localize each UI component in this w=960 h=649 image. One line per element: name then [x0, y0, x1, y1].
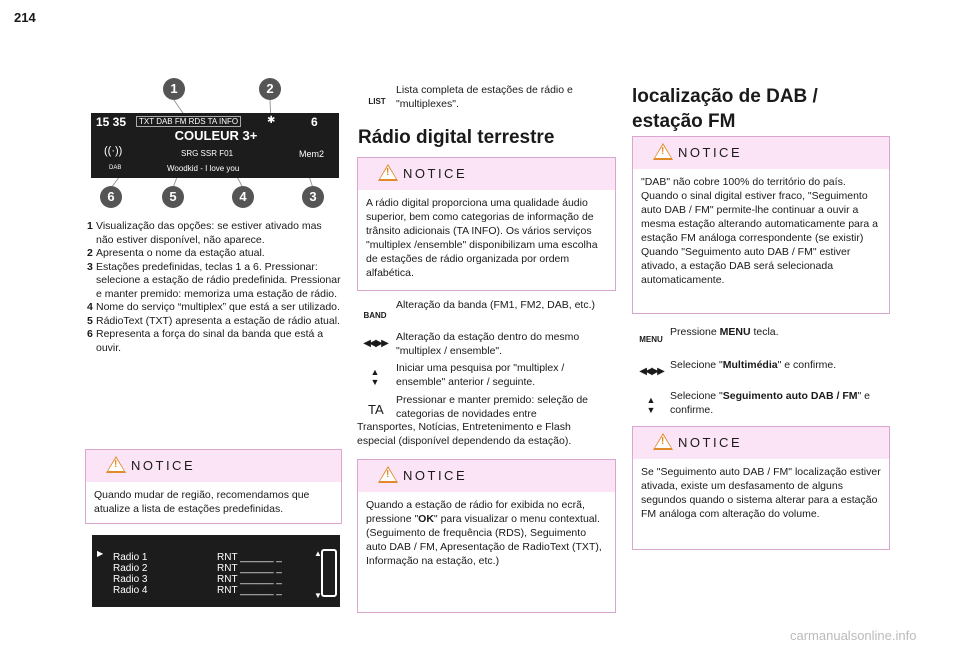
play-icon: ▶	[97, 549, 104, 558]
notice-text: Se "Seguimento auto DAB / FM" localização estiver ativada, existe um desfasamento de alguns segundos quando o sistema alterar para a estação FM análoga com alteração do volume.	[641, 466, 881, 520]
ta-icon: TA	[368, 402, 384, 417]
section-title-digital-radio: Rádio digital terrestre	[358, 127, 555, 148]
warning-icon: !	[378, 164, 398, 181]
menu-icon: MENU	[639, 335, 663, 344]
callout-3: 3	[302, 186, 324, 208]
status-flags: TXT DAB FM RDS TA INFO	[136, 116, 241, 127]
multiplex-name: SRG SSR F01	[181, 149, 234, 158]
legend-item: 4 Nome do serviço “multiplex” que está a ser utilizado.	[87, 301, 340, 313]
antenna-icon: ((·))	[104, 145, 123, 157]
step-multimedia: Selecione "Multimédia" e confirme.	[670, 359, 837, 371]
notice-title: NOTICE	[678, 145, 743, 160]
step-seguimento: Selecione "Seguimento auto DAB / FM" e confirme.	[670, 390, 870, 416]
numbered-legend	[87, 220, 342, 355]
station-names: Radio 1 Radio 2 Radio 3 Radio 4	[113, 552, 148, 596]
ta-text-2: Transportes, Notícias, Entretenimento e Flash especial (disponível dependendo da estação).	[357, 421, 572, 447]
clock: 15 35	[96, 115, 127, 129]
station-name: COULEUR 3+	[174, 128, 258, 143]
radio-screen-figure	[91, 78, 339, 210]
list-icon: LIST	[368, 97, 386, 106]
notice-box-dab-fm	[632, 136, 890, 314]
notice-box-delay	[632, 426, 890, 550]
ta-text-1: Pressionar e manter premido: seleção de categorias de novidades entre	[396, 394, 589, 420]
section-title-dab-fm: localização de DAB / estação FM	[632, 86, 818, 132]
prev-next-arrows-icon: ◀◀ ▶▶	[639, 366, 663, 377]
notice-box-presets	[85, 449, 342, 524]
notice-text: A rádio digital proporciona uma qualidade áudio superior, bem como categorias de informação de trânsito adicionais (TA INFO). Os vários serviços "multiplex /ensemble" disponibilizam uma escolha de estações de rádio organizada por ordem alfabética.	[366, 197, 598, 279]
notice-title: NOTICE	[403, 166, 468, 181]
notice-box-contextual	[357, 459, 616, 613]
callout-6: 6	[100, 186, 122, 208]
notice-text: "DAB" não cobre 100% do território do país. Quando o sinal digital estiver fraco, "Seguimento auto DAB / FM" permite-lhe continuar a ouvir a mesma estação alterando automaticamente para a estação FM análoga correspondente (se existir) Quando "Seguimento auto DAB / FM" estiver ativado, a estação DAB será selecionada automaticamente.	[641, 176, 878, 286]
station-list-figure	[92, 535, 340, 607]
scrollbar[interactable]	[321, 549, 337, 597]
radiotext: Woodkid - I love you	[167, 164, 240, 173]
legend-item: 5 RádioText (TXT) apresenta a estação de rádio atual.	[87, 314, 340, 327]
preset-label: Mem2	[299, 149, 325, 159]
scroll-down-icon[interactable]: ▼	[314, 591, 322, 600]
step-menu: Pressione MENU tecla.	[670, 326, 779, 338]
signal-strength: 6	[311, 115, 318, 129]
callout-4: 4	[232, 186, 254, 208]
station-values: RNT ______ _ RNT ______ _ RNT ______ _ RNT ______ _	[217, 552, 282, 596]
callout-2: 2	[259, 78, 281, 100]
legend-item: 6 Representa a força do sinal da banda que está a ouvir.	[87, 328, 324, 354]
band-text: Alteração da banda (FM1, FM2, DAB, etc.)	[396, 299, 595, 311]
radio-display	[91, 113, 339, 178]
callout-5: 5	[162, 186, 184, 208]
watermark: carmanualsonline.info	[790, 628, 917, 643]
notice-text: Quando mudar de região, recomendamos que atualize a lista de estações predefinidas.	[94, 489, 310, 515]
warning-icon: !	[106, 456, 126, 473]
notice-box-dab	[357, 157, 616, 291]
arrows-text: Alteração da estação dentro do mesmo "multiplex / ensemble".	[396, 331, 580, 357]
notice-title: NOTICE	[131, 458, 196, 473]
band-icon: BAND	[363, 311, 387, 320]
warning-icon: !	[378, 466, 398, 483]
notice-title: NOTICE	[403, 468, 468, 483]
prev-next-arrows-icon: ◀◀ ▶▶	[363, 338, 387, 349]
up-down-arrows-icon: ▲ ▼	[646, 395, 656, 415]
legend-item: 1 Visualização das opções: se estiver ativado mas não estiver disponível, não aparece.	[87, 220, 322, 246]
bluetooth-icon: ✱	[267, 115, 276, 126]
notice-title: NOTICE	[678, 435, 743, 450]
callout-1: 1	[163, 78, 185, 100]
updown-text: Iniciar uma pesquisa por "multiplex / ensemble" anterior / seguinte.	[396, 362, 565, 388]
scroll-up-icon[interactable]: ▲	[314, 549, 322, 558]
dab-label: DAB	[109, 165, 122, 171]
notice-text: Quando a estação de rádio for exibida no ecrã, pressione "OK" para visualizar o menu contextual. (Seguimento de frequência (RDS), Seguimento auto DAB / FM, Apresentação de RadioText (TXT), Informação na estação, etc.)	[366, 499, 602, 567]
warning-icon: !	[653, 433, 673, 450]
list-text: Lista completa de estações de rádio e "multiplexes".	[396, 84, 573, 110]
legend-item: 3 Estações predefinidas, teclas 1 a 6. Pressionar: selecione a estação de rádio predefinida. Pressionar e manter premido: memoriza uma estação de rádio.	[87, 260, 341, 300]
page-number: 214	[14, 10, 36, 25]
up-down-arrows-icon: ▲ ▼	[370, 367, 380, 387]
legend-item: 2 Apresenta o nome da estação atual.	[87, 247, 265, 259]
warning-icon: !	[653, 143, 673, 160]
